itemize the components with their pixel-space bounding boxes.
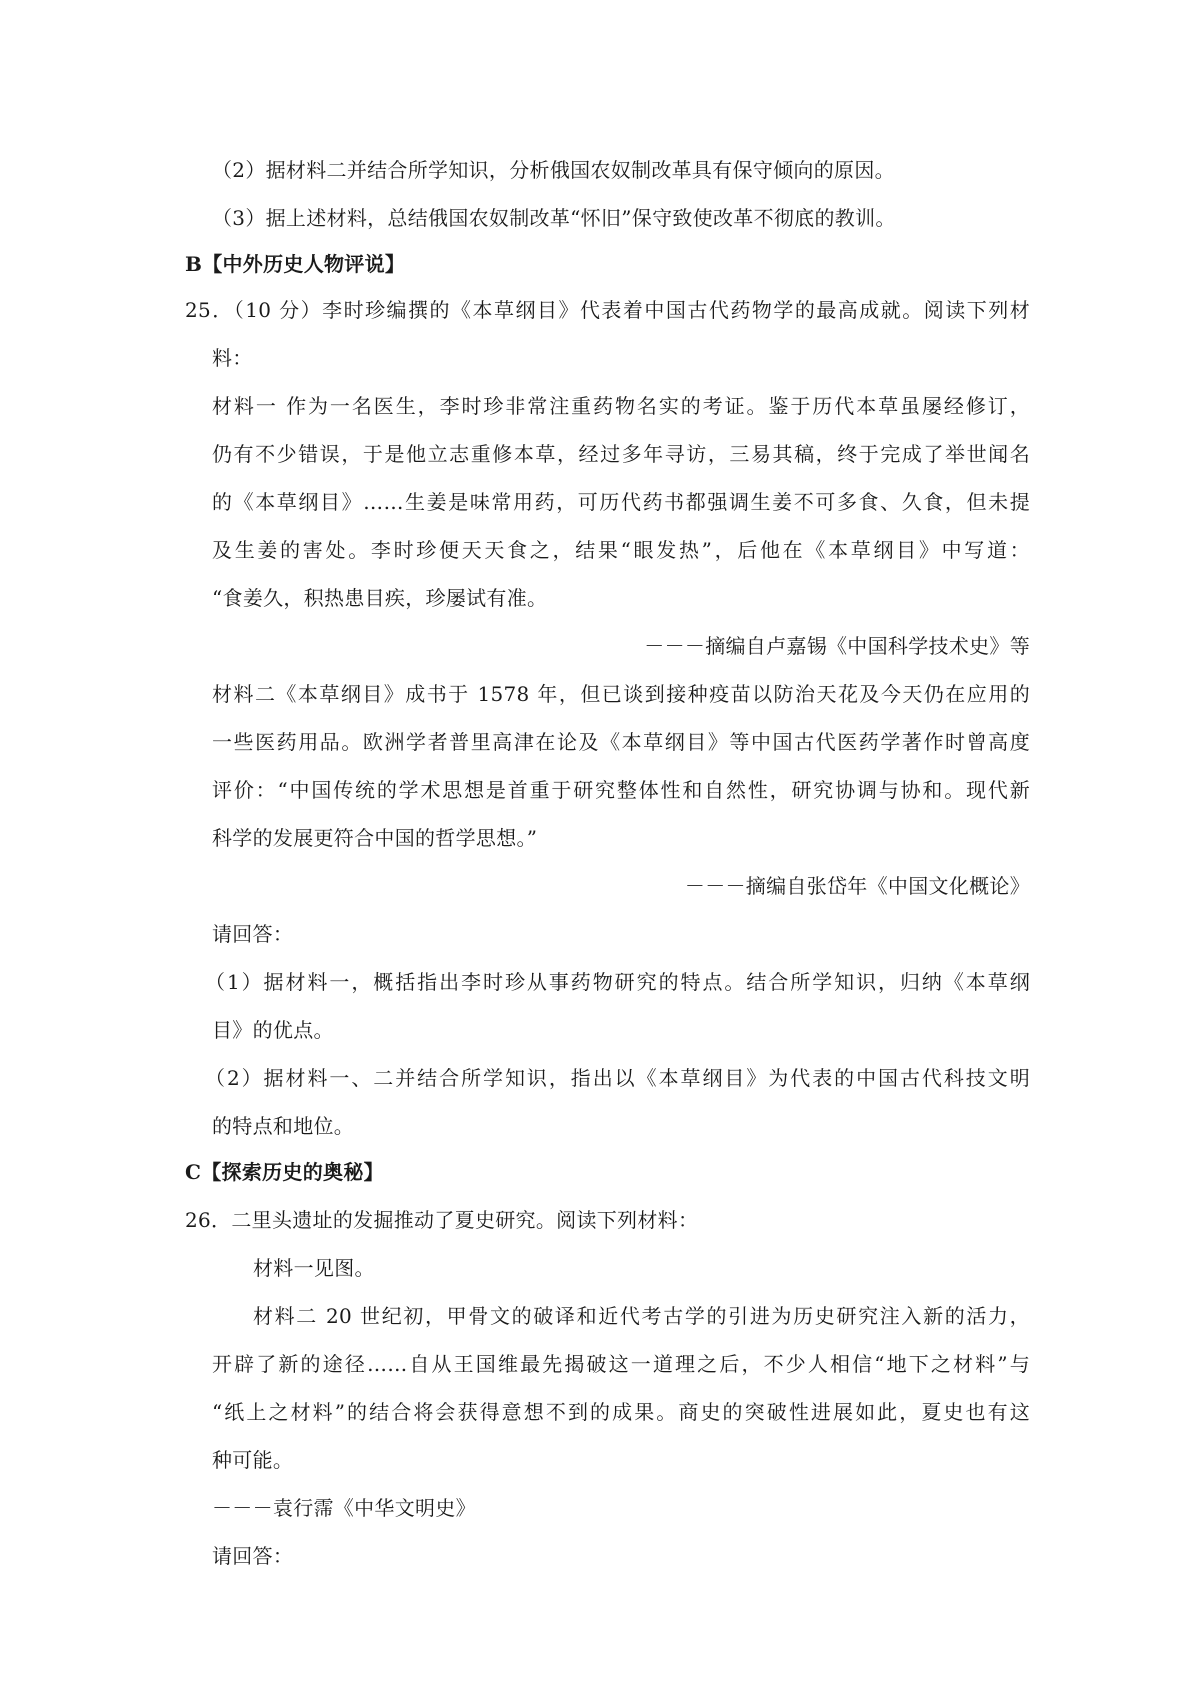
q26-stem-line: 26．二里头遗址的发掘推动了夏史研究。阅读下列材料：	[185, 1208, 699, 1232]
q25-material2-line: 材料二《本草纲目》成书于 1578 年，但已谈到接种疫苗以防治天花及今天仍在应用的	[212, 682, 1030, 706]
q25-material1-line: “食姜久，积热患目疾，珍屡试有准。	[212, 586, 548, 610]
q26-material2-source: －－－袁行霈《中华文明史》	[212, 1496, 476, 1520]
q26-material2-line: 种可能。	[212, 1448, 294, 1472]
q25-material2-line: 评价：“中国传统的学术思想是首重于研究整体性和自然性，研究协调与协和。现代新	[212, 778, 1030, 802]
q25-stem-line: 料：	[212, 346, 253, 370]
q25-stem-line: 25．（10 分）李时珍编撰的《本草纲目》代表着中国古代药物学的最高成就。阅读下列材	[185, 298, 1030, 322]
q25-prompt: 请回答：	[212, 922, 294, 946]
q26-prompt: 请回答：	[212, 1544, 294, 1568]
q25-part1-line: 目》的优点。	[212, 1018, 334, 1042]
q24-part3-line: （3）据上述材料，总结俄国农奴制改革“怀旧”保守致使改革不彻底的教训。	[212, 206, 896, 230]
section-b-heading: B【中外历史人物评说】	[185, 252, 406, 276]
q26-material2-line: “纸上之材料”的结合将会获得意想不到的成果。商史的突破性进展如此，夏史也有这	[212, 1400, 1030, 1424]
q25-material2-line: 科学的发展更符合中国的哲学思想。”	[212, 826, 538, 850]
q25-material1-source: －－－摘编自卢嘉锡《中国科学技术史》等	[644, 634, 1030, 658]
q26-material2-line: 开辟了新的途径……自从王国维最先揭破这一道理之后，不少人相信“地下之材料”与	[212, 1352, 1030, 1376]
q26-material1-line: 材料一见图。	[253, 1256, 375, 1280]
q25-part2-line: 的特点和地位。	[212, 1114, 355, 1138]
q25-material1-line: 仍有不少错误，于是他立志重修本草，经过多年寻访，三易其稿，终于完成了举世闻名	[212, 442, 1030, 466]
q25-material2-source: －－－摘编自张岱年《中国文化概论》	[684, 874, 1030, 898]
q25-part1-line: （1）据材料一，概括指出李时珍从事药物研究的特点。结合所学知识，归纳《本草纲	[205, 970, 1030, 994]
q25-material2-line: 一些医药用品。欧洲学者普里高津在论及《本草纲目》等中国古代医药学著作时曾高度	[212, 730, 1030, 754]
q25-part2-line: （2）据材料一、二并结合所学知识，指出以《本草纲目》为代表的中国古代科技文明	[205, 1066, 1030, 1090]
q26-material2-line: 材料二 20 世纪初，甲骨文的破译和近代考古学的引进为历史研究注入新的活力，	[253, 1304, 1030, 1328]
q25-material1-line: 及生姜的害处。李时珍便天天食之，结果“眼发热”，后他在《本草纲目》中写道：	[212, 538, 1030, 562]
q25-material1-line: 材料一 作为一名医生，李时珍非常注重药物名实的考证。鉴于历代本草虽屡经修订，	[212, 394, 1030, 418]
section-c-heading: C【探索历史的奥秘】	[185, 1160, 384, 1184]
q24-part2-line: （2）据材料二并结合所学知识，分析俄国农奴制改革具有保守倾向的原因。	[212, 158, 895, 182]
q25-material1-line: 的《本草纲目》……生姜是味常用药，可历代药书都强调生姜不可多食、久食，但未提	[212, 490, 1030, 514]
